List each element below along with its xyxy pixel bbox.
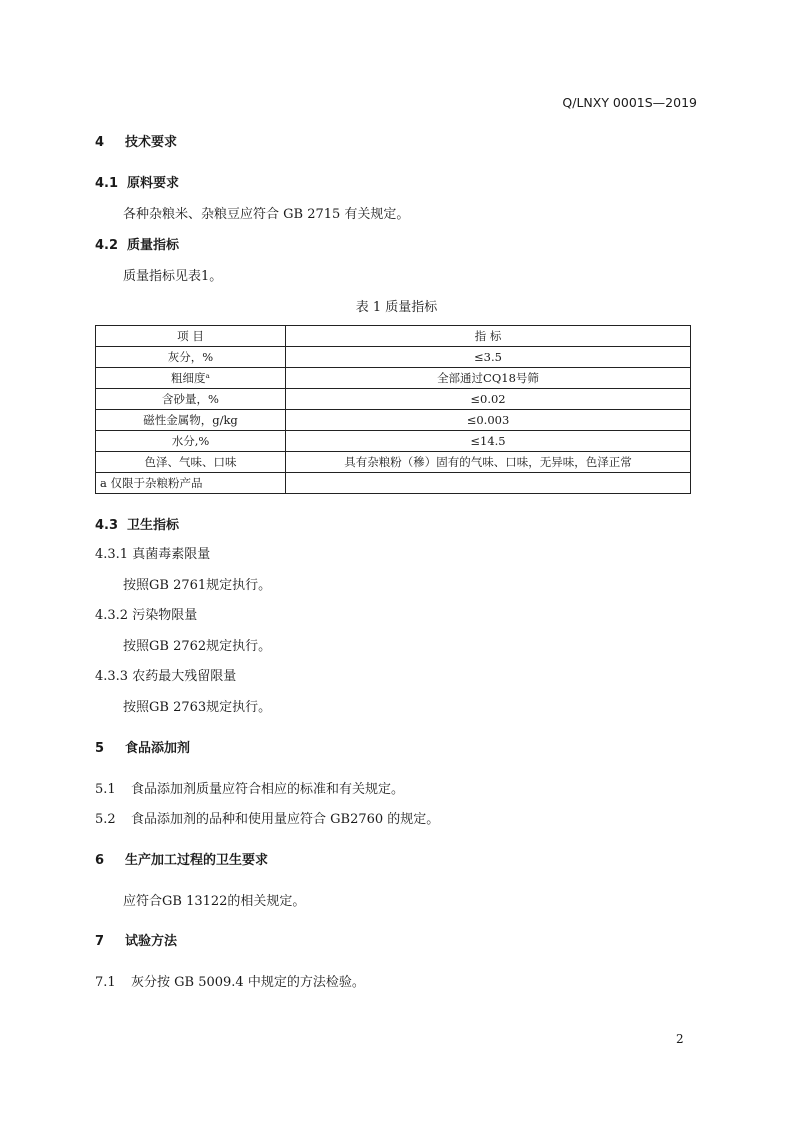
section-number: 7 bbox=[95, 934, 105, 949]
section-number: 4.3 bbox=[95, 518, 119, 533]
section-4-3-1-text: 按照GB 2761规定执行。 bbox=[123, 578, 272, 593]
section-4-3-2-heading: 4.3.2 污染物限量 bbox=[95, 608, 198, 623]
section-number: 6 bbox=[95, 853, 105, 868]
table-cell: 具有杂粮粉（穇）固有的气味、口味，无异味，色泽正常 bbox=[286, 452, 691, 473]
table-caption: 表 1 质量指标 bbox=[355, 300, 438, 315]
section-number: 4.2 bbox=[95, 238, 119, 253]
section-6-text: 应符合GB 13122的相关规定。 bbox=[123, 894, 306, 909]
section-5-1-text bbox=[95, 778, 404, 797]
section-title: 卫生指标 bbox=[127, 518, 180, 533]
table-cell: ≤14.5 bbox=[286, 431, 691, 452]
clause-text: 食品添加剂质量应符合相应的标准和有关规定。 bbox=[131, 782, 405, 797]
table-row bbox=[96, 410, 691, 431]
section-4-2-text: 质量指标见表1。 bbox=[123, 269, 223, 284]
table-cell: 色泽、气味、口味 bbox=[96, 452, 286, 473]
quality-table bbox=[95, 325, 691, 494]
section-4-1-heading bbox=[95, 172, 179, 191]
section-title: 试验方法 bbox=[125, 934, 178, 949]
clause-number: 5.2 bbox=[95, 812, 116, 827]
section-4-heading bbox=[95, 131, 177, 150]
section-4-2-heading bbox=[95, 234, 179, 253]
table-cell: ≤0.02 bbox=[286, 389, 691, 410]
section-4-3-3-heading: 4.3.3 农药最大残留限量 bbox=[95, 669, 237, 684]
section-6-heading bbox=[95, 849, 268, 868]
clause-text: 食品添加剂的品种和使用量应符合 GB2760 的规定。 bbox=[131, 812, 440, 827]
section-title: 食品添加剂 bbox=[125, 741, 191, 756]
section-4-1-text: 各种杂粮米、杂粮豆应符合 GB 2715 有关规定。 bbox=[123, 207, 410, 222]
section-4-3-1-heading: 4.3.1 真菌毒素限量 bbox=[95, 547, 211, 562]
table-cell-empty bbox=[286, 473, 691, 494]
clause-number: 7.1 bbox=[95, 975, 116, 990]
section-title: 原料要求 bbox=[127, 176, 180, 191]
section-number: 5 bbox=[95, 741, 105, 756]
table-cell: 粗细度ᵃ bbox=[96, 368, 286, 389]
section-title: 生产加工过程的卫生要求 bbox=[125, 853, 269, 868]
table-header-row bbox=[96, 326, 691, 347]
table-cell: 灰分，% bbox=[96, 347, 286, 368]
table-cell: 全部通过CQ18号筛 bbox=[286, 368, 691, 389]
section-number: 4.1 bbox=[95, 176, 119, 191]
section-5-heading bbox=[95, 737, 190, 756]
section-4-3-2-text: 按照GB 2762规定执行。 bbox=[123, 639, 272, 654]
section-7-heading bbox=[95, 930, 177, 949]
table-cell: ≤0.003 bbox=[286, 410, 691, 431]
section-title: 技术要求 bbox=[125, 135, 178, 150]
section-number: 4 bbox=[95, 135, 105, 150]
document-code: Q/LNXY 0001S—2019 bbox=[562, 95, 697, 110]
table-row bbox=[96, 431, 691, 452]
table-footnote: a 仅限于杂粮粉产品 bbox=[96, 473, 286, 494]
section-4-3-heading bbox=[95, 514, 179, 533]
clause-text: 灰分按 GB 5009.4 中规定的方法检验。 bbox=[131, 975, 365, 990]
table-cell: 水分,% bbox=[96, 431, 286, 452]
table-header-cell: 项 目 bbox=[96, 326, 286, 347]
page-number: 2 bbox=[676, 1032, 684, 1046]
table-row bbox=[96, 389, 691, 410]
table-row bbox=[96, 347, 691, 368]
table-row bbox=[96, 452, 691, 473]
section-7-1-text bbox=[95, 971, 365, 990]
section-title: 质量指标 bbox=[127, 238, 180, 253]
table-cell: 含砂量，% bbox=[96, 389, 286, 410]
table-header-cell: 指 标 bbox=[286, 326, 691, 347]
table-cell: 磁性金属物，g/kg bbox=[96, 410, 286, 431]
table-cell: ≤3.5 bbox=[286, 347, 691, 368]
section-5-2-text bbox=[95, 808, 439, 827]
table-row bbox=[96, 368, 691, 389]
table-note-row bbox=[96, 473, 691, 494]
clause-number: 5.1 bbox=[95, 782, 116, 797]
section-4-3-3-text: 按照GB 2763规定执行。 bbox=[123, 700, 272, 715]
